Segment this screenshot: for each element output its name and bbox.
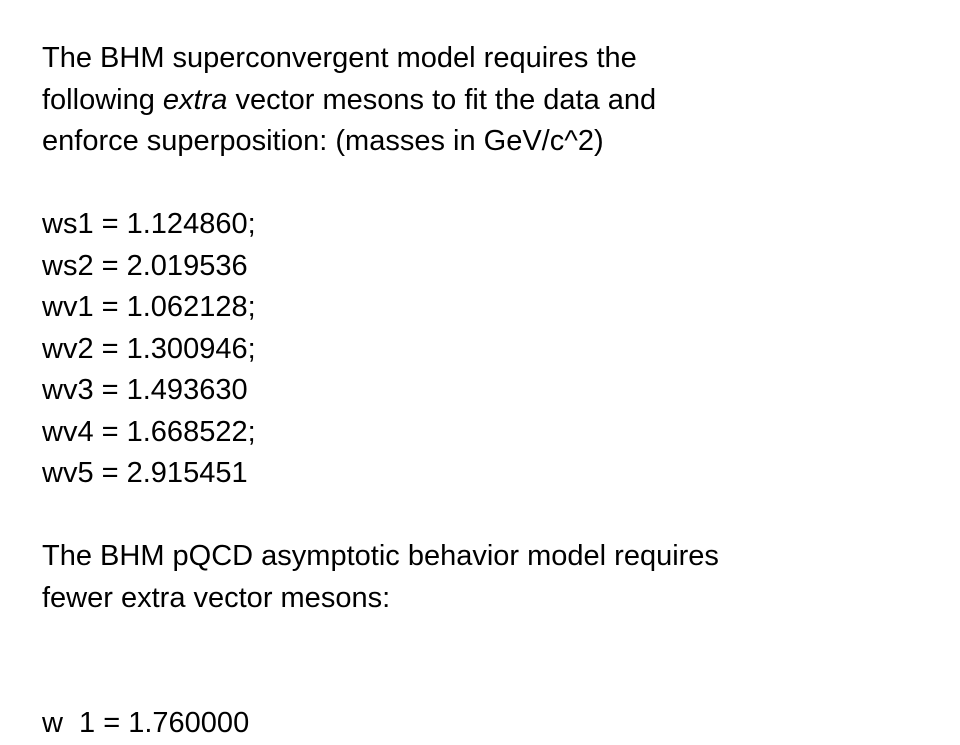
second-line-1: The BHM pQCD asymptotic behavior model requires [42, 540, 719, 572]
intro-line-1: The BHM superconvergent model requires the [42, 42, 637, 74]
mass-wv4: wv4 = 1.668522; [42, 415, 256, 448]
mass-wv3: wv3 = 1.493630 [42, 374, 248, 406]
cutoff-line: w 1 = 1.760000 [42, 707, 250, 739]
intro-line-2 [42, 80, 942, 122]
extra-emphasis: extra [162, 83, 228, 116]
intro-line-3: enforce superposition: (masses in GeV/c^2) [42, 125, 604, 157]
mass-ws1: ws1 = 1.124860; [42, 208, 256, 240]
blank-line [42, 495, 942, 537]
mass-wv5: wv5 = 2.915451 [42, 457, 248, 489]
slide-text [42, 38, 942, 619]
mass-wv2: wv2 = 1.300946; [42, 332, 256, 365]
mass-ws2: ws2 = 2.019536 [42, 249, 248, 282]
intro-line-2-start: following [42, 83, 163, 116]
mass-wv1: wv1 = 1.062128; [42, 291, 256, 323]
intro-line-2-end: vector mesons to fit the data and [227, 83, 657, 116]
blank-line [42, 163, 942, 205]
second-line-2: fewer extra vector mesons: [42, 581, 391, 614]
